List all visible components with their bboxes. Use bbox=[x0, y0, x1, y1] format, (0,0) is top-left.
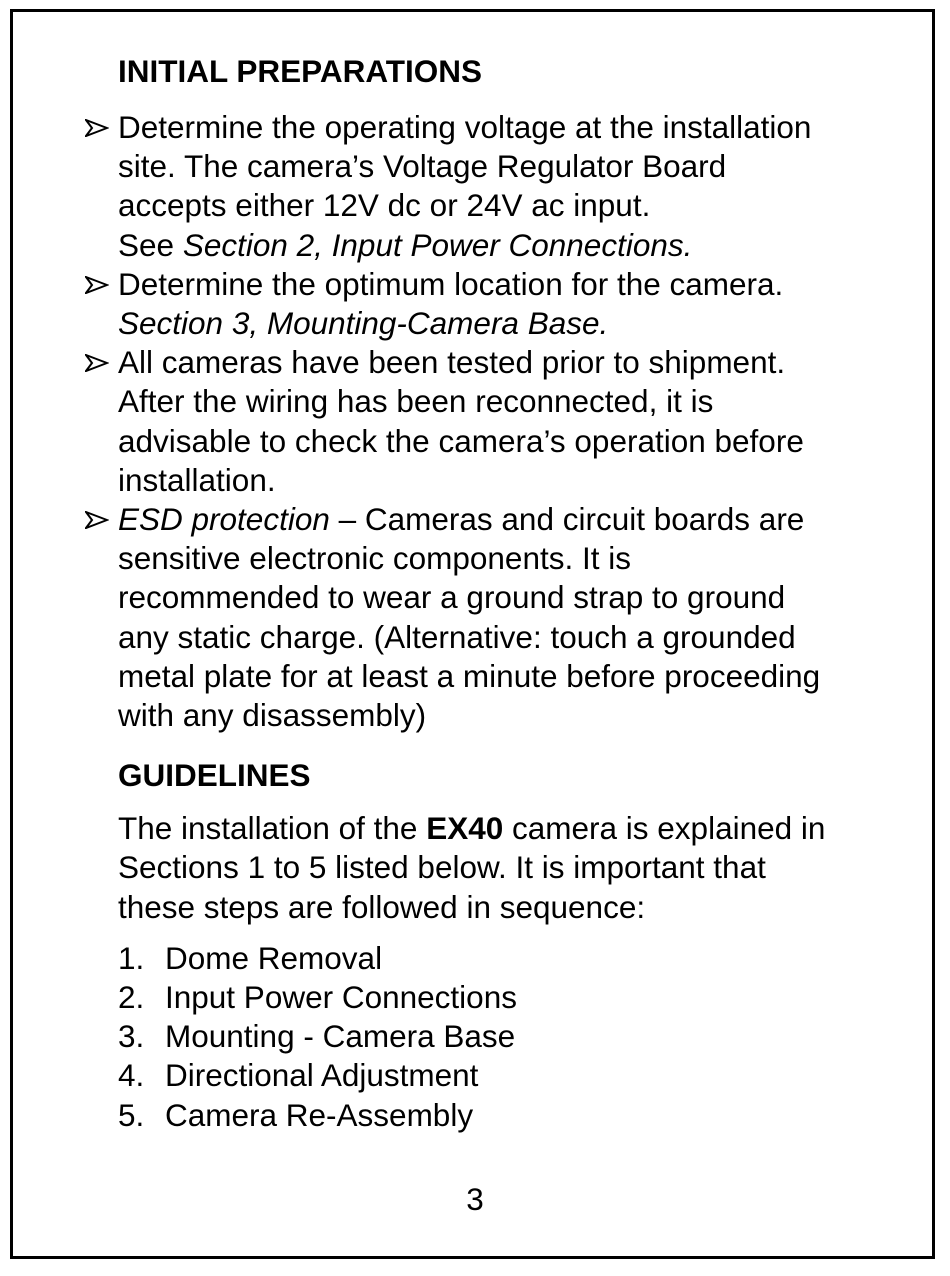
steps-list bbox=[118, 939, 908, 1135]
step-number: 4. bbox=[118, 1057, 145, 1094]
step-item bbox=[118, 1096, 908, 1135]
bullet-text: installation. bbox=[118, 461, 276, 498]
bullet-text: with any disassembly) bbox=[118, 697, 427, 734]
reference-title: Section 2, Input Power Connections. bbox=[182, 226, 693, 263]
bullet-text: metal plate for at least a minute before proceeding bbox=[118, 657, 821, 694]
guidelines-paragraph bbox=[118, 809, 908, 927]
bullet-text: After the wiring has been reconnected, it is bbox=[118, 383, 714, 420]
bullet-text: recommended to wear a ground strap to ground bbox=[118, 579, 786, 616]
arrowhead-bullet-icon bbox=[85, 500, 111, 539]
bullet-text: Determine the optimum location for the camera. bbox=[118, 265, 784, 302]
esd-protection-term: ESD protection bbox=[118, 501, 330, 538]
model-name: EX40 bbox=[426, 810, 504, 847]
bullet-text: Determine the operating voltage at the installation bbox=[118, 109, 812, 145]
preparations-list bbox=[118, 108, 908, 735]
bullet-text: site. The camera’s Voltage Regulator Board bbox=[118, 148, 727, 185]
bullet-text: any static charge. (Alternative: touch a grounded bbox=[118, 618, 796, 655]
step-text: Input Power Connections bbox=[165, 979, 517, 1016]
section-reference bbox=[118, 226, 908, 265]
reference-prefix: See bbox=[118, 226, 183, 263]
bullet-text: sensitive electronic components. It is bbox=[118, 540, 631, 577]
initial-preparations-heading: INITIAL PREPARATIONS bbox=[118, 53, 483, 89]
step-text: Dome Removal bbox=[165, 939, 383, 976]
arrowhead-bullet-icon bbox=[85, 343, 111, 382]
list-item bbox=[118, 265, 908, 343]
step-number: 1. bbox=[118, 939, 145, 976]
page-content bbox=[118, 52, 908, 1135]
section-reference: Section 3, Mounting-Camera Base. bbox=[118, 305, 609, 342]
list-item bbox=[118, 108, 908, 265]
list-item bbox=[118, 500, 908, 735]
step-number: 3. bbox=[118, 1018, 145, 1055]
bullet-lead bbox=[118, 500, 908, 539]
step-text: Directional Adjustment bbox=[165, 1057, 479, 1094]
page-number: 3 bbox=[466, 1181, 484, 1217]
step-item bbox=[118, 1056, 908, 1095]
step-item bbox=[118, 939, 908, 978]
paragraph-line: Sections 1 to 5 listed below. It is important that bbox=[118, 849, 766, 886]
guidelines-heading: GUIDELINES bbox=[118, 757, 311, 794]
arrowhead-bullet-icon bbox=[85, 265, 111, 304]
arrowhead-bullet-icon bbox=[85, 108, 111, 147]
bullet-text: advisable to check the camera’s operation before bbox=[118, 422, 804, 459]
step-text: Mounting - Camera Base bbox=[165, 1018, 516, 1055]
step-item bbox=[118, 1017, 908, 1056]
step-text: Camera Re-Assembly bbox=[165, 1096, 474, 1133]
paragraph-text: camera is explained in bbox=[503, 810, 826, 847]
bullet-text: – Cameras and circuit boards are bbox=[329, 501, 805, 538]
step-item bbox=[118, 978, 908, 1017]
paragraph-text: The installation of the bbox=[118, 810, 427, 847]
step-number: 5. bbox=[118, 1096, 145, 1133]
step-number: 2. bbox=[118, 979, 145, 1016]
bullet-text: All cameras have been tested prior to shipment. bbox=[118, 344, 786, 381]
paragraph-line: these steps are followed in sequence: bbox=[118, 888, 646, 925]
paragraph-line bbox=[118, 809, 908, 848]
bullet-text: accepts either 12V dc or 24V ac input. bbox=[118, 187, 651, 224]
list-item bbox=[118, 343, 908, 500]
